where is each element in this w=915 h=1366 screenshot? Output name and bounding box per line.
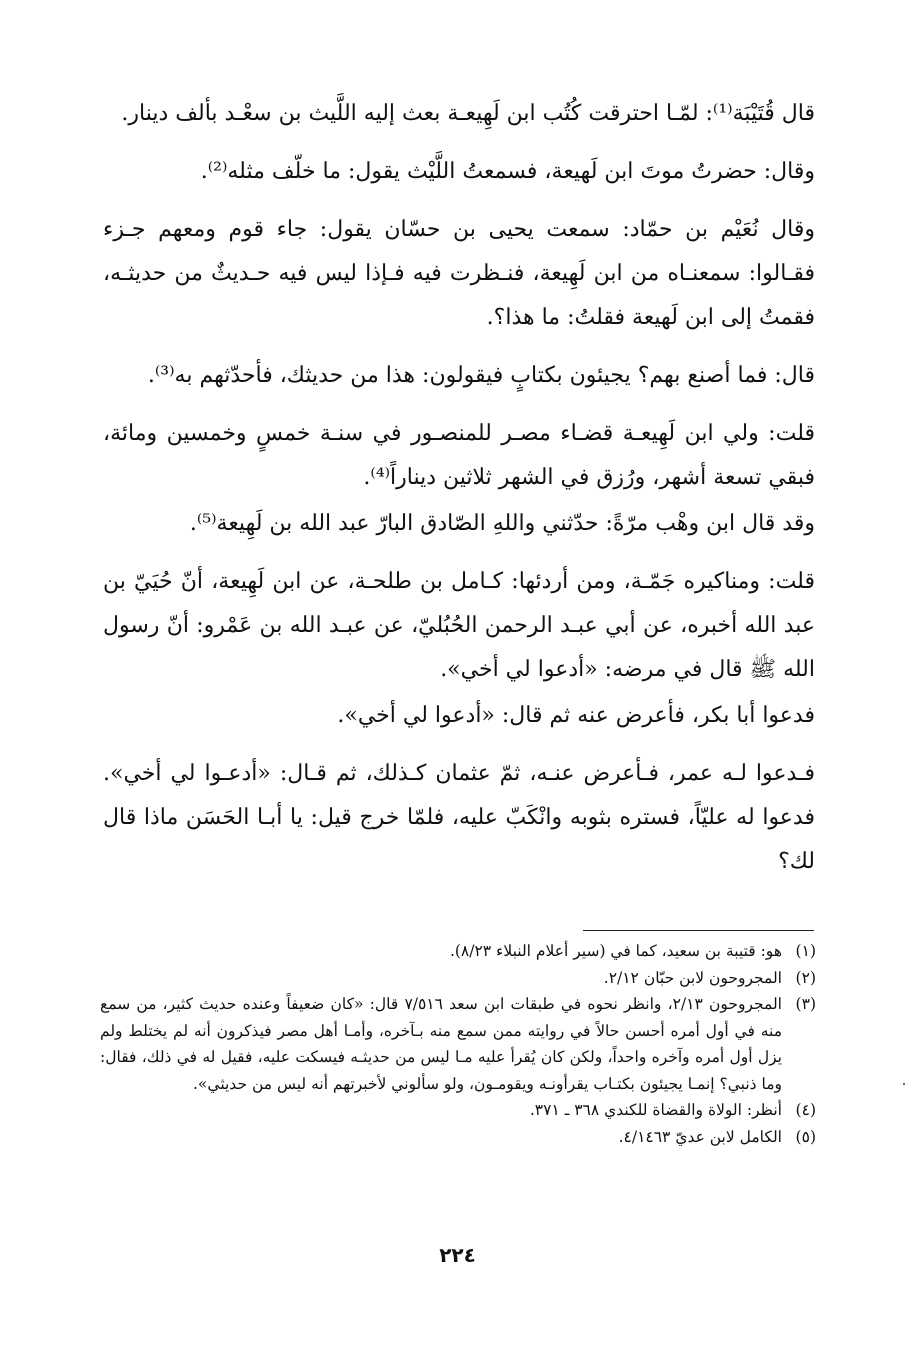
footnote-text: أنظر: الولاة والقضاة للكندي ٣٦٨ ـ ٣٧١. [529,1101,782,1119]
footnote-text: المجروحون ٢/١٣، وانظر نحوه في طبقات ابن سعد ٧/٥١٦ قال: «كان ضعيفاً وعنده حديث كثير، من سمع منه في أول أمره أحسن حالاً في روايته ممن سمع منه بـآخره، وأمـا أهل مصر فيذكرون أنه لم يختلط ولم يزل أول أمره وآخره واحداً، ولكن كان يُقرأ عليه مـا ليس من حديثـه فيسكت عليه، فقيل له في ذلك، فقال: وما ذنبي؟ إنمـا يجيئون بكتـاب يقرأونـه ويقومـون، ولو سألوني لأخبرتهم أنه ليس من حديثي». [100,995,782,1093]
paragraph: قال: فما أصنع بهم؟ يجيئون بكتابٍ فيقولون: هذا من حديثك، فأحدّثهم به⁽³⁾. [147,363,815,388]
scan-speck [903,1083,905,1085]
paragraph: فدعوا أبا بكر، فأعرض عنه ثم قال: «أدعوا لي أخي». [337,703,815,728]
footnote-divider [583,930,814,931]
footnote [100,965,816,992]
footnote [100,991,816,1097]
footnote-number: (٥) [795,1127,816,1146]
paragraph: وقال: حضرتُ موتَ ابن لَهيعة، فسمعتُ اللَّيْث يقول: ما خلّف مثله⁽²⁾. [200,159,815,184]
footnote [100,1097,816,1124]
main-text [103,92,815,898]
page-number: ٢٢٤ [439,1243,476,1267]
footnote-number: (٤) [795,1101,816,1119]
paragraph: وقد قال ابن وهْب مرّةً: حدّثني واللهِ الصّادق البارّ عبد الله بن لَهِيعة⁽⁵⁾. [189,511,815,536]
footnote [100,938,816,965]
footnote-number: (١) [795,942,816,960]
footnote-text: هو: قتيبة بن سعيد، كما في (سير أعلام النبلاء ٨/٢٣). [449,942,782,960]
footnote-text: الكامل لابن عديّ ٤/١٤٦٣. [618,1127,782,1146]
footnote-number: (٢) [795,968,816,987]
footnote [100,1124,816,1151]
footnotes [100,938,816,1150]
paragraph: وقال نُعَيْم بن حمّاد: سمعت يحيى بن حسّان يقول: جاء قوم ومعهم جـزء فقـالوا: سمعنـاه من ابن لَهِيعة، فنـظرت فيه فـإذا ليس فيه حـديثٌ من حديثـه، فقمتُ إلى ابن لَهيعة فقلتُ: ما هذا؟. [103,217,815,330]
paragraph: فـدعوا لـه عمر، فـأعرض عنـه، ثمّ عثمان كـذلك، ثم قـال: «أدعـوا لي أخي». فدعوا له عليّاً، فستره بثوبه وانْكَبّ عليه، فلمّا خرج قيل: يا أبـا الحَسَن ماذا قال لك؟ [103,761,815,874]
paragraph: قال قُتَيْبَة⁽¹⁾: لمّـا احترقت كُتُب ابن لَهِيعـة بعث إليه اللَّيث بن سعْـد بألف دينار. [121,101,815,126]
footnote-text: المجروحون لابن حبّان ٢/١٢. [603,968,782,987]
paragraph: قلت: ولي ابن لَهِيعـة قضـاء مصـر للمنصـور في سنـة خمسٍ وخمسين ومائة، فبقي تسعة أشهر، ورُزق في الشهر ثلاثين ديناراً⁽⁴⁾. [103,421,815,490]
paragraph: قلت: ومناكيره جَمّـة، ومن أردئها: كـامل بن طلحـة، عن ابن لَهِيعة، أنّ حُيَيّ بن عبد الله أخبره، عن أبي عبـد الرحمن الحُبُليّ، عن عبـد الله بن عَمْرو: أنّ رسول الله ﷺ قال في مرضه: «أدعوا لي أخي». [103,569,815,682]
footnote-number: (٣) [795,995,816,1013]
